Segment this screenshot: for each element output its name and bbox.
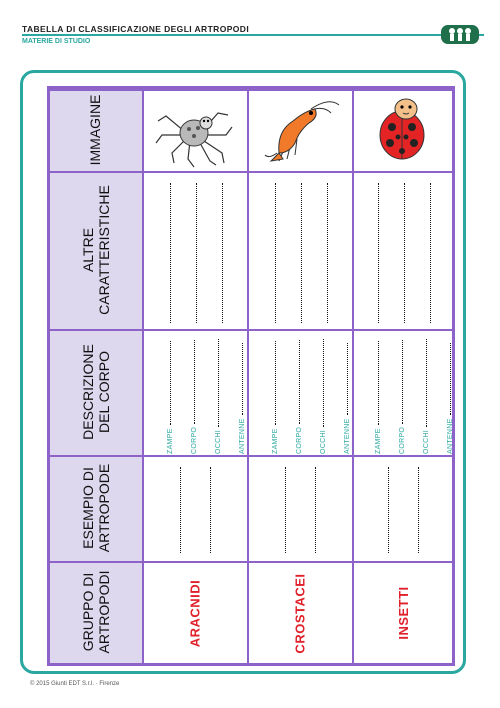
header-cell-other <box>50 171 142 329</box>
header-rule <box>22 34 484 36</box>
other-cell-aracnidi <box>144 173 247 329</box>
group-name-insetti: INSETTI <box>395 586 411 640</box>
image-cell-aracnidi <box>144 91 247 171</box>
page-title: TABELLA DI CLASSIFICAZIONE DEGLI ARTROPODI <box>22 24 250 34</box>
label-antenne: ANTENNE <box>446 418 454 454</box>
description-cell-crostacei <box>249 331 352 455</box>
label-corpo: CORPO <box>190 426 198 454</box>
group-name-aracnidi: ARACNIDI <box>187 579 203 648</box>
label-zampe: ZAMPE <box>374 428 382 454</box>
page-subtitle: MATERIE DI STUDIO <box>22 38 91 45</box>
shrimp-icon <box>249 91 352 171</box>
label-zampe: ZAMPE <box>166 428 174 454</box>
spider-icon <box>144 91 247 171</box>
image-cell-crostacei <box>249 91 352 171</box>
header-cell-image <box>50 89 142 171</box>
column-title-description: DESCRIZIONE DEL CORPO <box>80 344 112 440</box>
copyright-footer: © 2015 Giunti EDT S.r.l. · Firenze <box>30 681 120 687</box>
header-cell-description <box>50 329 142 455</box>
column-title-example: ESEMPIO DI ARTROPODE <box>80 463 112 553</box>
label-zampe: ZAMPE <box>271 428 279 454</box>
column-title-group: GRUPPO DI ARTROPODI <box>80 570 112 654</box>
group-name-crostacei: CROSTACEI <box>292 573 308 654</box>
classification-table <box>47 86 455 666</box>
label-occhi: OCCHI <box>319 429 327 454</box>
header-cell-example <box>50 455 142 561</box>
ladybug-icon <box>354 91 452 171</box>
column-title-image: IMMAGINE <box>87 94 103 166</box>
label-corpo: CORPO <box>398 426 406 454</box>
publisher-logo-icon <box>440 22 480 46</box>
description-cell-aracnidi <box>144 331 247 455</box>
label-occhi: OCCHI <box>214 429 222 454</box>
example-cell-crostacei <box>249 457 352 561</box>
label-occhi: OCCHI <box>422 429 430 454</box>
group-cell-aracnidi <box>144 563 247 663</box>
image-cell-insetti <box>354 91 452 171</box>
label-antenne: ANTENNE <box>343 418 351 454</box>
group-cell-crostacei <box>249 563 352 663</box>
label-antenne: ANTENNE <box>238 418 246 454</box>
description-cell-insetti <box>354 331 452 455</box>
column-title-other: ALTRE CARATTERISTICHE <box>80 185 112 315</box>
example-cell-aracnidi <box>144 457 247 561</box>
other-cell-insetti <box>354 173 452 329</box>
other-cell-crostacei <box>249 173 352 329</box>
group-cell-insetti <box>354 563 452 663</box>
header-cell-group <box>50 561 142 663</box>
example-cell-insetti <box>354 457 452 561</box>
label-corpo: CORPO <box>295 426 303 454</box>
